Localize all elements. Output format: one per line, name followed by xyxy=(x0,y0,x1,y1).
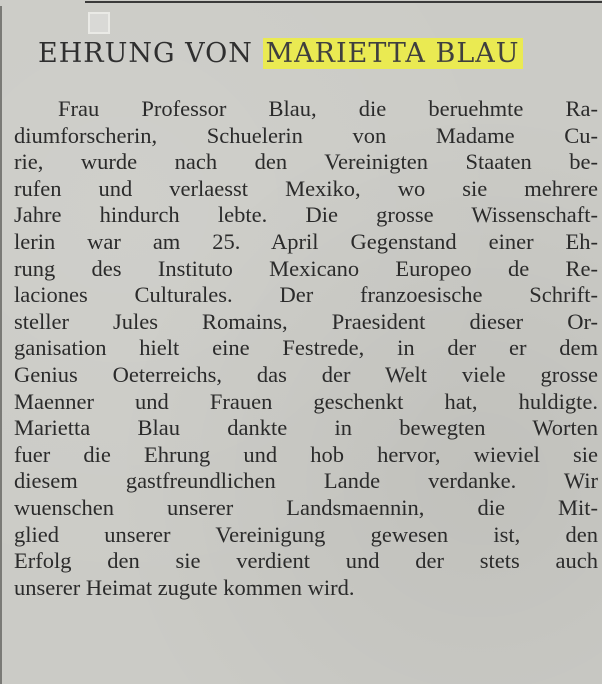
headline-highlighted-name: MARIETTA BLAU xyxy=(263,38,523,69)
body-line: diesem gastfreundlichen Lande verdanke. Wir xyxy=(14,468,598,494)
body-line: Frau Professor Blau, die beruehmte Ra- xyxy=(58,96,598,121)
body-line: Genius Oeterreichs, das der Welt viele grosse xyxy=(14,361,598,387)
body-line: Marietta Blau dankte in bewegten Worten xyxy=(14,415,598,441)
body-line: wuenschen unserer Landsmaennin, die Mit- xyxy=(14,494,598,520)
article-body xyxy=(14,96,598,601)
body-line: ganisation hielt eine Festrede, in der er dem xyxy=(14,335,598,361)
body-line: Jahre hindurch lebte. Die grosse Wissenschaft- xyxy=(14,202,598,228)
column-left-rule xyxy=(0,6,2,684)
column-top-rule xyxy=(85,1,602,3)
body-line: laciones Culturales. Der franzoesische Schrift- xyxy=(14,282,598,308)
body-line: unserer Heimat zugute kommen wird. xyxy=(14,574,355,600)
body-line: diumforscherin, Schuelerin von Madame Cu- xyxy=(14,122,598,148)
article-headline xyxy=(38,38,523,69)
body-line: lerin war am 25. April Gegenstand einer Eh- xyxy=(14,228,598,254)
body-line: fuer die Ehrung und hob hervor, wieviel sie xyxy=(14,441,598,467)
body-line: glied unserer Vereinigung gewesen ist, den xyxy=(14,521,598,547)
body-line: Maenner und Frauen geschenkt hat, huldigte. xyxy=(14,388,598,414)
body-line: Erfolg den sie verdient und der stets auch xyxy=(14,548,598,574)
body-line: rie, wurde nach den Vereinigten Staaten be- xyxy=(14,149,598,175)
headline-prefix: EHRUNG VON xyxy=(38,38,253,69)
body-line: rung des Instituto Mexicano Europeo de Re- xyxy=(14,255,598,281)
scan-corner-mark xyxy=(88,12,110,34)
body-line: rufen und verlaesst Mexiko, wo sie mehrere xyxy=(14,175,598,201)
body-line: steller Jules Romains, Praesident dieser Or- xyxy=(14,308,598,334)
